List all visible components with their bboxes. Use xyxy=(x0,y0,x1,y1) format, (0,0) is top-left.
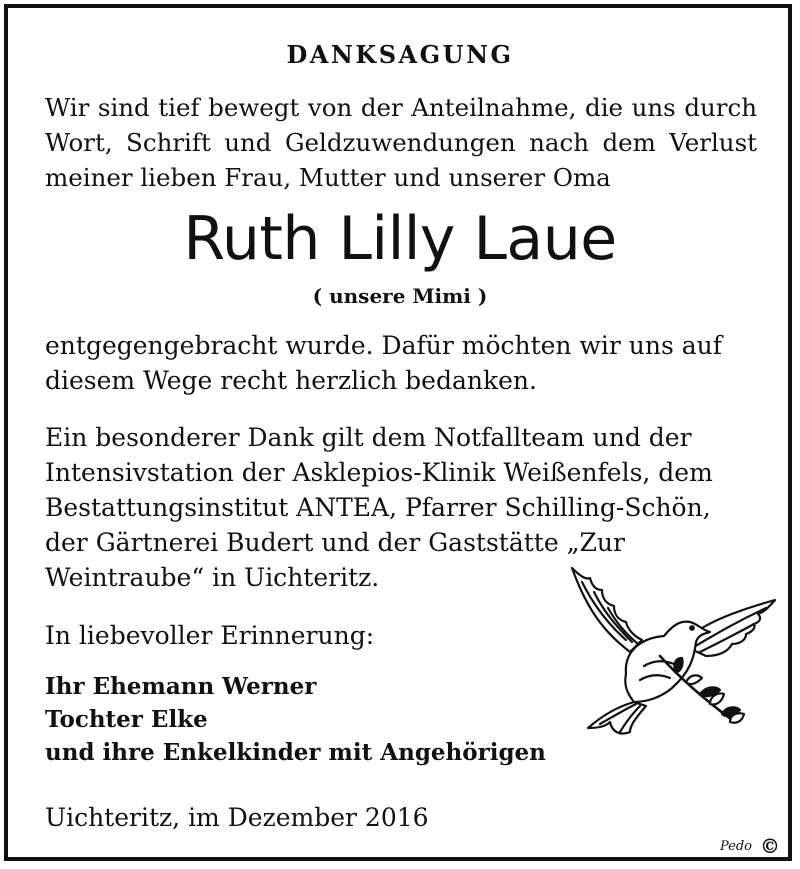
deceased-name: Ruth Lilly Laue xyxy=(183,204,617,274)
artist-credit xyxy=(720,834,780,858)
signer-line: Tochter Elke xyxy=(45,706,208,733)
signers-block xyxy=(45,670,645,769)
artist-signature: Pedo xyxy=(719,838,752,854)
copyright-icon: © xyxy=(760,834,780,858)
signer-line: Ihr Ehemann Werner xyxy=(45,673,317,700)
notice-heading: DANKSAGUNG xyxy=(286,40,514,69)
special-thanks-paragraph: Ein besonderer Dank gilt dem Notfallteam und der Intensivstation der Asklepios-Klinik Weißenfels, dem Bestattungsinstitut ANTEA, Pfarrer Schilling-Schön, der Gärtnerei Budert und der Gaststätte „Zur Weintraube“ in Uichteritz. xyxy=(45,423,713,592)
dove-with-olive-branch-icon xyxy=(560,556,780,746)
signer-line: und ihre Enkelkinder mit Angehörigen xyxy=(45,739,546,766)
memory-line: In liebevoller Erinnerung: xyxy=(45,621,375,650)
thanks-paragraph: entgegengebracht wurde. Dafür möchten wir uns auf diesem Wege recht herzlich bedanken. xyxy=(45,331,723,395)
nickname: ( unsere Mimi ) xyxy=(312,284,488,308)
intro-paragraph: Wir sind tief bewegt von der Anteilnahme, die uns durch Wort, Schrift und Geldzuwendungen nach dem Verlust meiner lieben Frau, Mutter und unserer Oma xyxy=(45,93,757,192)
place-date: Uichteritz, im Dezember 2016 xyxy=(45,803,429,832)
